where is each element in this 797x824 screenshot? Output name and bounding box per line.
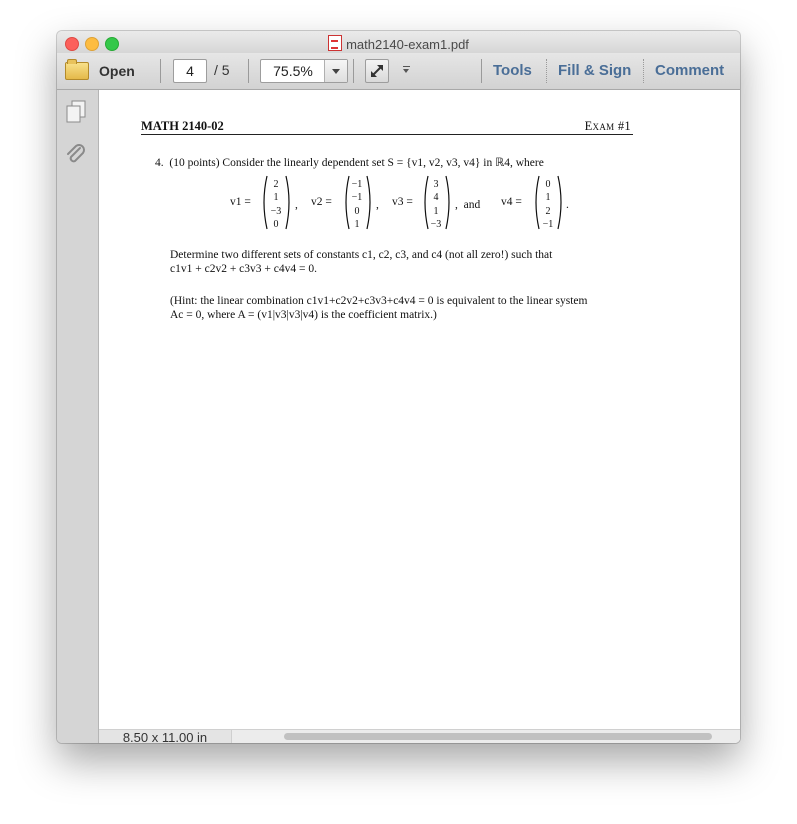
open-button[interactable] <box>65 59 135 83</box>
toolbar-divider <box>160 59 161 83</box>
vector-entry: −3 <box>270 205 282 217</box>
left-paren <box>532 175 540 230</box>
vector-entries <box>428 178 444 232</box>
expand-button[interactable] <box>365 59 389 83</box>
vector-label: v3 = <box>392 196 413 208</box>
vector-label: v4 = <box>501 196 522 208</box>
pages-icon[interactable] <box>65 100 87 124</box>
right-paren <box>557 175 565 230</box>
vector-entry: 0 <box>545 179 551 190</box>
problem-number: 4. <box>155 157 164 169</box>
toolbar-divider <box>546 59 548 83</box>
attachment-icon[interactable] <box>63 142 87 166</box>
pdf-file-icon <box>328 35 342 51</box>
left-paren <box>260 175 268 230</box>
hint-line-1: (Hint: the linear combination c1v1+c2v2+c3v3+c4v4 = 0 is equivalent to the linear system <box>170 295 588 307</box>
exam-header: Exam #1 <box>584 119 631 133</box>
vector-entry: 1 <box>354 219 360 231</box>
problem-points: (10 points) <box>169 157 220 169</box>
sidebar <box>57 90 99 743</box>
right-paren <box>285 175 293 230</box>
vector-entry: 1 <box>273 192 279 204</box>
problem-statement <box>155 155 544 169</box>
zoom-value: 75.5% <box>273 63 313 79</box>
toolbar-divider <box>481 59 482 83</box>
fill-sign-button[interactable]: Fill & Sign <box>558 62 632 79</box>
toolbar <box>57 53 740 90</box>
vector-entry: −1 <box>351 179 363 190</box>
vector-entry: −1 <box>542 219 554 231</box>
vector-entry: 0 <box>354 205 360 217</box>
pdf-page <box>99 90 725 730</box>
header-rule <box>141 134 633 135</box>
zoom-dropdown-arrow-icon[interactable] <box>324 60 347 82</box>
task-paragraph <box>170 248 631 276</box>
window-title-text: math2140-exam1.pdf <box>346 37 469 52</box>
vector-entry: −1 <box>351 192 363 204</box>
toolbar-divider <box>248 59 249 83</box>
vector-entry: 3 <box>433 179 439 190</box>
right-paren <box>366 175 374 230</box>
vector-entry: −3 <box>430 219 442 231</box>
problem-intro: Consider the linearly dependent set <box>222 157 385 169</box>
more-tools-icon[interactable] <box>403 66 410 67</box>
hint-line-2: Ac = 0, where A = (v1|v3|v3|v4) is the coefficient matrix.) <box>170 309 437 321</box>
vector-entries <box>540 178 556 232</box>
open-button-label: Open <box>99 63 135 79</box>
vector-separator: . <box>566 199 569 211</box>
tools-button[interactable]: Tools <box>493 62 532 79</box>
vector-entries <box>268 178 284 232</box>
page-size-label: 8.50 x 11.00 in <box>99 730 232 743</box>
folder-icon <box>65 62 89 80</box>
toolbar-divider <box>353 59 354 83</box>
title-bar <box>57 31 740 53</box>
vector-entry: 2 <box>273 179 279 190</box>
comment-button[interactable]: Comment <box>655 62 725 79</box>
document-view[interactable] <box>99 90 740 743</box>
pdf-window <box>57 31 740 743</box>
vector-separator: , and <box>455 199 481 211</box>
vector-entry: 0 <box>273 219 279 231</box>
vector-entry: 2 <box>545 205 551 217</box>
vector-separator: , <box>376 199 379 211</box>
right-paren <box>445 175 453 230</box>
set-expression: S = {v1, v2, v3, v4} in ℝ4, where <box>387 157 544 169</box>
horizontal-scrollbar[interactable] <box>284 733 712 740</box>
vector-label: v2 = <box>311 196 332 208</box>
course-header: MATH 2140-02 <box>141 119 224 133</box>
vector-entry: 1 <box>433 205 439 217</box>
task-line-2: c1v1 + c2v2 + c3v3 + c4v4 = 0. <box>170 263 317 275</box>
status-bar <box>99 729 740 743</box>
page-total: / 5 <box>214 62 230 78</box>
window-title <box>57 35 740 52</box>
zoom-select[interactable] <box>260 59 348 83</box>
hint-paragraph <box>170 294 631 322</box>
vector-entry: 4 <box>433 192 439 204</box>
page-number-input[interactable]: 4 <box>173 59 207 83</box>
vector-entry: 1 <box>545 192 551 204</box>
vector-entries <box>349 178 365 232</box>
vector-separator: , <box>295 199 298 211</box>
toolbar-divider <box>643 59 645 83</box>
task-line-1: Determine two different sets of constants c1, c2, c3, and c4 (not all zero!) such that <box>170 249 553 261</box>
vector-label: v1 = <box>230 196 251 208</box>
expand-arrows-icon <box>366 60 388 82</box>
